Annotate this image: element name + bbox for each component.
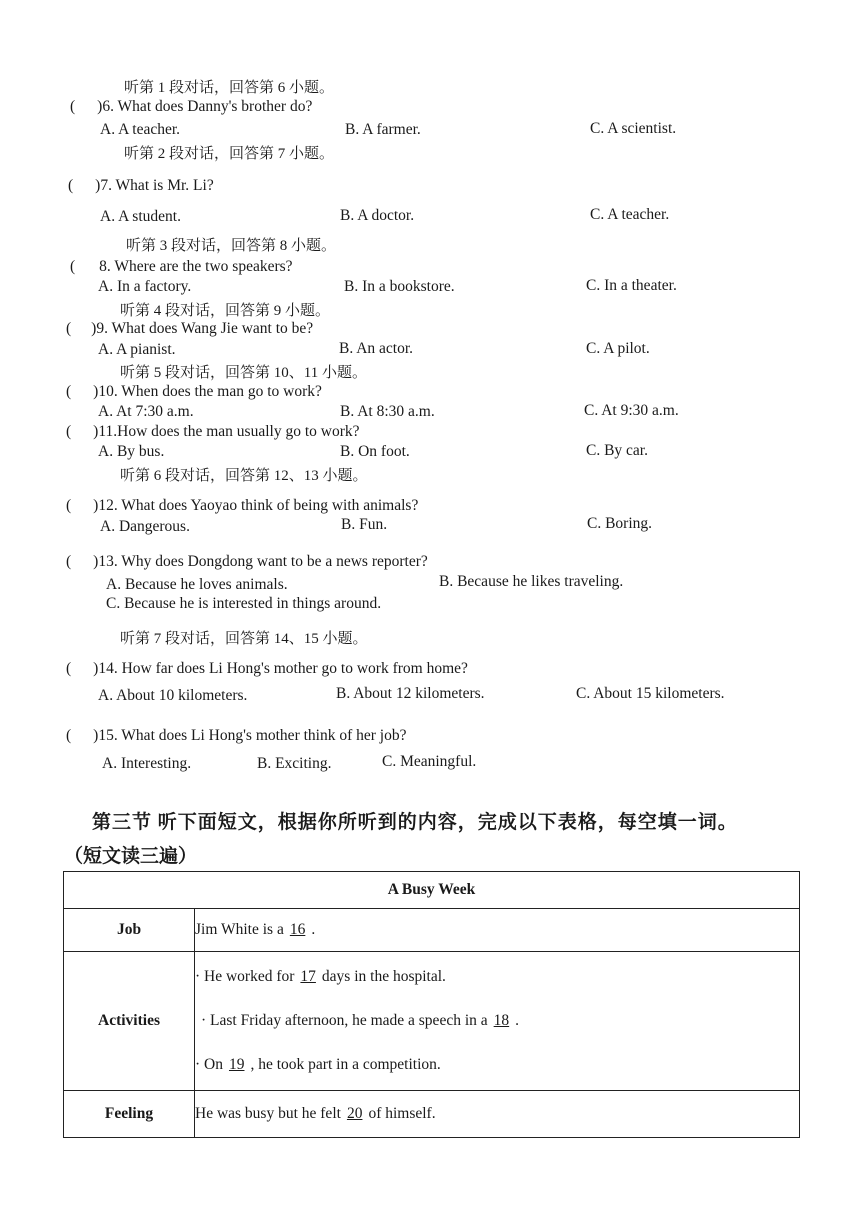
option-6b: B. A farmer.	[345, 121, 421, 138]
instruction-dialogue-2: 听第 2 段对话，回答第 7 小题。	[124, 146, 335, 162]
job-label: Job	[64, 909, 195, 952]
option-10b: B. At 8:30 a.m.	[340, 403, 435, 420]
option-14c: C. About 15 kilometers.	[576, 685, 725, 702]
blank-20[interactable]: 20	[346, 1105, 363, 1122]
feeling-cell	[195, 1091, 800, 1138]
option-12a: A. Dangerous.	[100, 518, 190, 535]
question-text: )15. What does Li Hong's mother think of her job?	[93, 727, 407, 744]
question-8	[70, 258, 293, 276]
option-7c: C. A teacher.	[590, 206, 670, 223]
job-text: Jim White is a	[195, 921, 284, 938]
instruction-dialogue-6: 听第 6 段对话，回答第 12、13 小题。	[120, 468, 368, 484]
option-11b: B. On foot.	[340, 443, 410, 460]
question-12	[66, 497, 418, 515]
option-9b: B. An actor.	[339, 340, 414, 357]
instruction-dialogue-5: 听第 5 段对话，回答第 10、11 小题。	[120, 365, 367, 381]
question-text: )9. What does Wang Jie want to be?	[91, 320, 314, 337]
table-row-activities	[64, 952, 800, 1091]
answer-paren[interactable]: (	[66, 383, 72, 400]
blank-16[interactable]: 16	[289, 921, 306, 938]
answer-paren[interactable]: (	[66, 660, 72, 677]
option-7a: A. A student.	[100, 208, 181, 225]
answer-paren[interactable]: (	[70, 98, 76, 115]
feeling-text-end: of himself.	[368, 1105, 436, 1122]
option-11a: A. By bus.	[98, 443, 165, 460]
question-9	[66, 320, 313, 338]
instruction-dialogue-4: 听第 4 段对话，回答第 9 小题。	[120, 303, 331, 319]
answer-paren[interactable]: (	[66, 727, 72, 744]
activities-label: Activities	[64, 952, 195, 1091]
option-6c: C. A scientist.	[590, 120, 677, 137]
option-11c: C. By car.	[586, 442, 648, 459]
instruction-dialogue-3: 听第 3 段对话，回答第 8 小题。	[126, 238, 337, 254]
question-15	[66, 727, 406, 745]
option-15c: C. Meaningful.	[382, 753, 477, 770]
option-9c: C. A pilot.	[586, 340, 650, 357]
busy-week-table	[63, 871, 800, 1138]
table-row-feeling	[64, 1091, 800, 1138]
option-13b: B. Because he likes traveling.	[439, 573, 624, 590]
activity-2: · Last Friday afternoon, he made a speech in a 18 .	[201, 1012, 520, 1029]
question-text: )10. When does the man go to work?	[93, 383, 322, 400]
question-text: )12. What does Yaoyao think of being with animals?	[93, 497, 419, 514]
table-heading: A Busy Week	[64, 872, 800, 909]
answer-paren[interactable]: (	[68, 177, 74, 194]
activity-1: · He worked for 17 days in the hospital.	[195, 968, 446, 985]
option-13c: C. Because he is interested in things around.	[106, 595, 382, 612]
option-9a: A. A pianist.	[98, 341, 176, 358]
option-15b: B. Exciting.	[257, 755, 332, 772]
question-text: )6. What does Danny's brother do?	[97, 98, 313, 115]
feeling-text: He was busy but he felt	[195, 1105, 341, 1122]
activities-cell	[195, 952, 800, 1091]
answer-paren[interactable]: (	[66, 423, 72, 440]
job-cell	[195, 909, 800, 952]
option-12c: C. Boring.	[587, 515, 653, 532]
question-text: )13. Why does Dongdong want to be a news reporter?	[93, 553, 428, 570]
option-8a: A. In a factory.	[98, 278, 192, 295]
part3-title: 第三节 听下面短文，根据你所听到的内容，完成以下表格，每空填一词。	[92, 812, 738, 833]
blank-17[interactable]: 17	[300, 968, 316, 985]
question-11	[66, 423, 360, 441]
activity-3: · On 19 , he took part in a competition.	[195, 1056, 441, 1073]
question-text: )11.How does the man usually go to work?	[93, 423, 360, 440]
option-14a: A. About 10 kilometers.	[98, 687, 248, 704]
question-10	[66, 383, 322, 401]
option-13a: A. Because he loves animals.	[106, 576, 288, 593]
question-7	[68, 177, 214, 195]
answer-paren[interactable]: (	[66, 497, 72, 514]
option-8b: B. In a bookstore.	[344, 278, 455, 295]
option-8c: C. In a theater.	[586, 277, 677, 294]
answer-paren[interactable]: (	[70, 258, 76, 275]
option-7b: B. A doctor.	[340, 207, 415, 224]
job-text-end: .	[311, 921, 316, 938]
option-12b: B. Fun.	[341, 516, 388, 533]
question-13	[66, 553, 428, 571]
question-6	[70, 98, 312, 116]
option-10c: C. At 9:30 a.m.	[584, 402, 679, 419]
answer-paren[interactable]: (	[66, 553, 72, 570]
option-6a: A. A teacher.	[100, 121, 181, 138]
feeling-label: Feeling	[64, 1091, 195, 1138]
question-text: )14. How far does Li Hong's mother go to work from home?	[93, 660, 468, 677]
table-heading-row	[64, 872, 800, 909]
option-15a: A. Interesting.	[102, 755, 192, 772]
answer-paren[interactable]: (	[66, 320, 72, 337]
option-10a: A. At 7:30 a.m.	[98, 403, 194, 420]
question-text: )7. What is Mr. Li?	[95, 177, 214, 194]
option-14b: B. About 12 kilometers.	[336, 685, 485, 702]
instruction-dialogue-7: 听第 7 段对话，回答第 14、15 小题。	[120, 631, 368, 647]
question-text: 8. Where are the two speakers?	[99, 258, 293, 275]
question-14	[66, 660, 468, 678]
part3-subtitle: （短文读三遍）	[64, 846, 198, 867]
table-row-job	[64, 909, 800, 952]
instruction-dialogue-1: 听第 1 段对话，回答第 6 小题。	[124, 80, 335, 96]
blank-19[interactable]: 19	[228, 1056, 245, 1073]
blank-18[interactable]: 18	[493, 1012, 510, 1029]
